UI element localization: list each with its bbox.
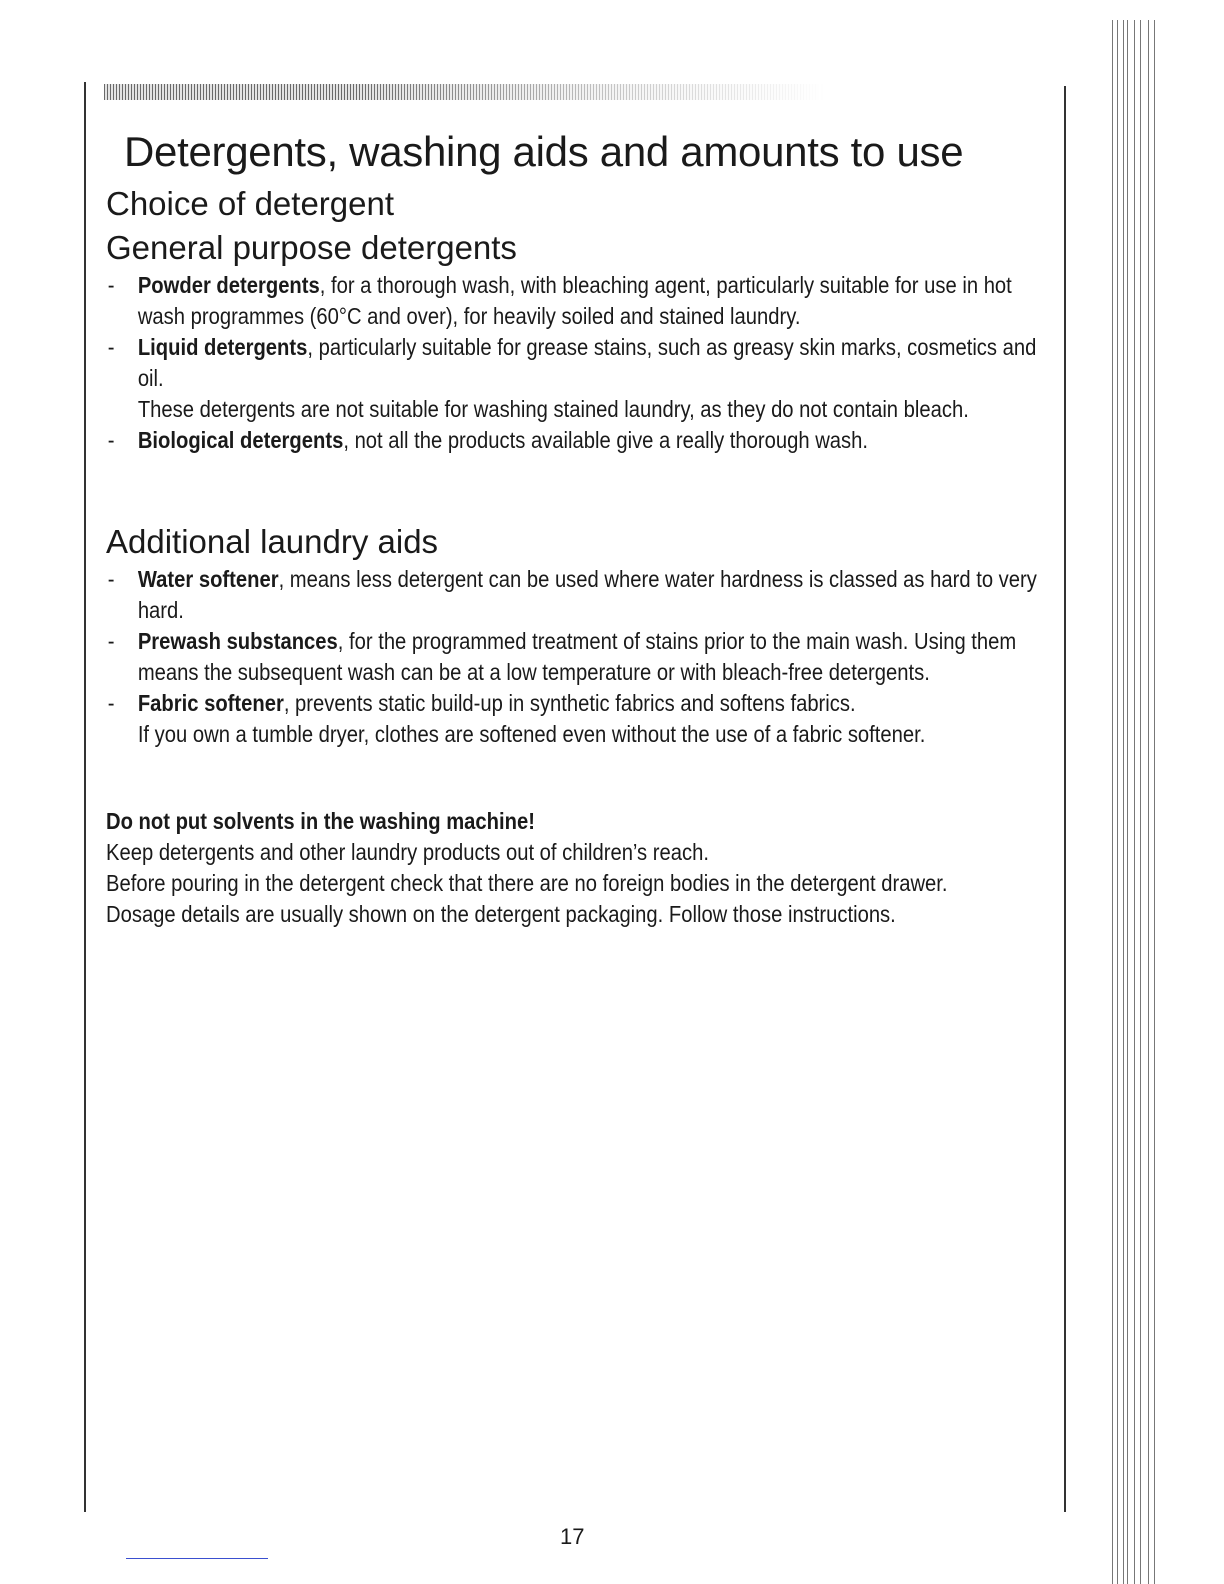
page-content xyxy=(106,124,1056,930)
item-note: If you own a tumble dryer, clothes are softened even without the use of a fabric softener. xyxy=(137,721,926,747)
list-item xyxy=(106,564,1055,626)
item-term: Powder detergents xyxy=(137,272,320,298)
list-item xyxy=(106,626,1055,688)
general-detergents-section xyxy=(106,226,1056,456)
warning-line: Keep detergents and other laundry products out of children’s reach. xyxy=(106,839,709,865)
list-item xyxy=(106,688,1055,750)
warning-line: Before pouring in the detergent check that there are no foreign bodies in the detergent drawer. xyxy=(106,870,948,896)
item-text: , particularly suitable for grease stains, such as greasy skin marks, cosmetics and oil. xyxy=(137,334,1037,391)
item-term: Liquid detergents xyxy=(137,334,308,360)
binding-edge xyxy=(1110,20,1160,1584)
bullet-dash: - xyxy=(107,690,115,716)
list-item xyxy=(106,425,1055,456)
list-item xyxy=(106,270,1055,332)
general-heading: General purpose detergents xyxy=(106,229,517,266)
item-term: Prewash substances xyxy=(137,628,338,654)
additional-heading: Additional laundry aids xyxy=(106,523,439,560)
warning-line: Dosage details are usually shown on the detergent packaging. Follow those instructions. xyxy=(106,901,896,927)
footnote-rule xyxy=(126,1558,268,1559)
bullet-dash: - xyxy=(107,427,115,453)
item-term: Water softener xyxy=(137,566,279,592)
item-text: , not all the products available give a really thorough wash. xyxy=(343,427,868,453)
warning-section xyxy=(106,806,1056,930)
additional-aids-section xyxy=(106,520,1056,750)
item-note: These detergents are not suitable for washing stained laundry, as they do not contain bleach. xyxy=(137,396,969,422)
bullet-dash: - xyxy=(107,334,115,360)
bullet-dash: - xyxy=(107,272,115,298)
item-text: , prevents static build-up in synthetic fabrics and softens fabrics. xyxy=(283,690,856,716)
item-term: Fabric softener xyxy=(137,690,284,716)
page-border-right xyxy=(1064,86,1066,1512)
choice-heading: Choice of detergent xyxy=(106,185,395,222)
bullet-dash: - xyxy=(107,628,115,654)
header-band xyxy=(104,84,824,100)
item-text: , means less detergent can be used where water hardness is classed as hard to very hard. xyxy=(137,566,1037,623)
list-item xyxy=(106,332,1055,425)
page-number: 17 xyxy=(560,1524,585,1549)
item-text: , for the programmed treatment of stains prior to the main wash. Using them means the subsequent wash can be at a low temperature or with bleach-free detergents. xyxy=(137,628,1017,685)
item-text: , for a thorough wash, with bleaching agent, particularly suitable for use in hot wash programmes (60°C and over), for heavily soiled and stained laundry. xyxy=(137,272,1012,329)
page-border-left xyxy=(84,82,86,1512)
bullet-dash: - xyxy=(107,566,115,592)
general-list xyxy=(106,270,1055,456)
warning-title: Do not put solvents in the washing machine! xyxy=(106,808,535,834)
page-title: Detergents, washing aids and amounts to use xyxy=(124,128,964,175)
item-term: Biological detergents xyxy=(137,427,344,453)
additional-list xyxy=(106,564,1055,750)
